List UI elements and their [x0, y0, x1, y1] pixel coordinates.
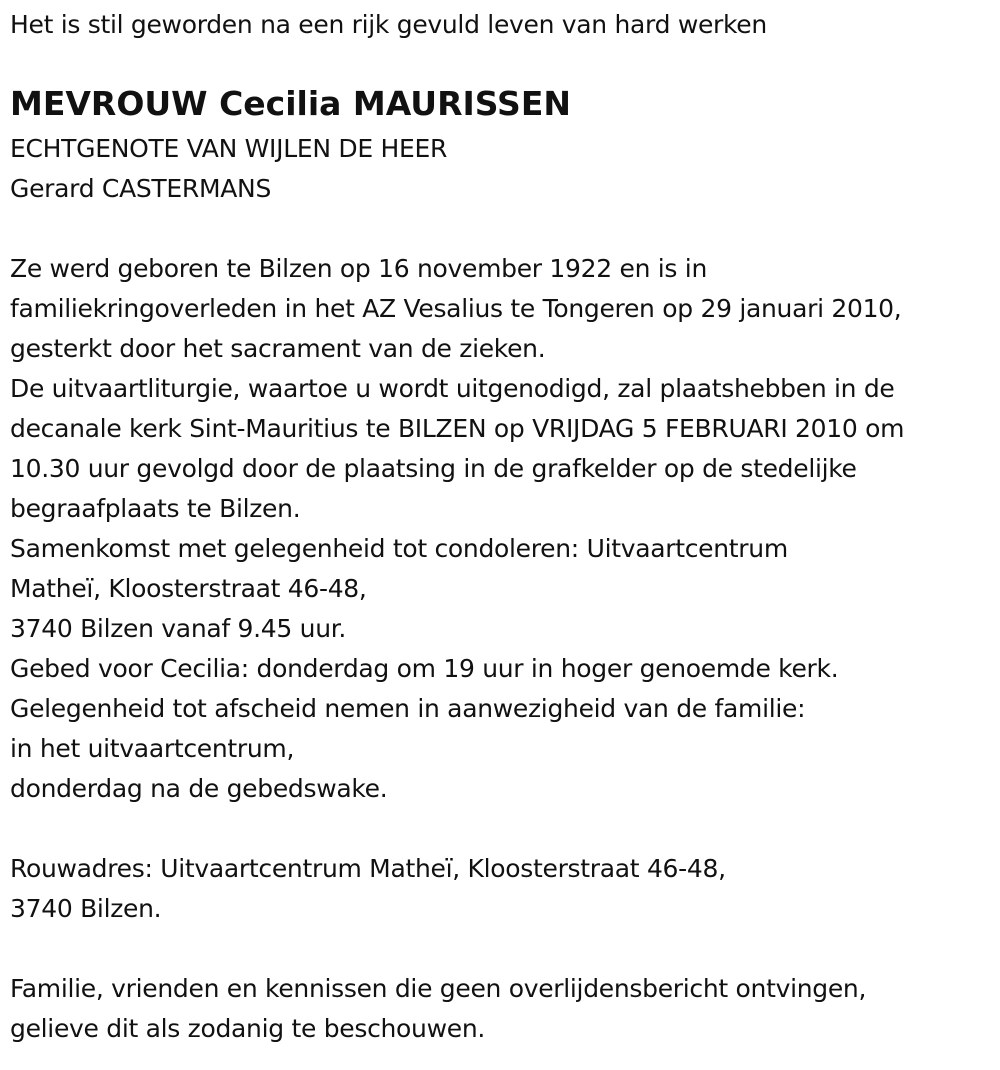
address-line: 3740 Bilzen.: [10, 894, 162, 923]
closing-line: gelieve dit als zodanig te beschouwen.: [10, 1014, 486, 1043]
body-line: Samenkomst met gelegenheid tot condoleren: Uitvaartcentrum: [10, 534, 788, 563]
body-line: in het uitvaartcentrum,: [10, 734, 295, 763]
deceased-name: MEVROUW Cecilia MAURISSEN: [10, 84, 571, 123]
body-line: gesterkt door het sacrament van de zieken.: [10, 334, 546, 363]
spacer: [10, 809, 990, 849]
spouse-line-2: Gerard CASTERMANS: [10, 174, 272, 203]
body-line: donderdag na de gebedswake.: [10, 774, 388, 803]
spacer: [10, 929, 990, 969]
body-line: 3740 Bilzen vanaf 9.45 uur.: [10, 614, 347, 643]
body-line: Gebed voor Cecilia: donderdag om 19 uur in hoger genoemde kerk.: [10, 654, 839, 683]
body-line: familiekringoverleden in het AZ Vesalius te Tongeren op 29 januari 2010,: [10, 294, 902, 323]
body-line: Matheï, Kloosterstraat 46-48,: [10, 574, 367, 603]
body-line: Ze werd geboren te Bilzen op 16 november 1922 en is in: [10, 254, 707, 283]
body-line: Gelegenheid tot afscheid nemen in aanwezigheid van de familie:: [10, 694, 806, 723]
spouse-line-1: ECHTGENOTE VAN WIJLEN DE HEER: [10, 134, 448, 163]
intro-line: Het is stil geworden na een rijk gevuld leven van hard werken: [10, 10, 767, 39]
address-line: Rouwadres: Uitvaartcentrum Matheï, Kloosterstraat 46-48,: [10, 854, 726, 883]
body-line: 10.30 uur gevolgd door de plaatsing in de grafkelder op de stedelijke: [10, 454, 857, 483]
body-line: decanale kerk Sint-Mauritius te BILZEN op VRIJDAG 5 FEBRUARI 2010 om: [10, 414, 905, 443]
body-line: De uitvaartliturgie, waartoe u wordt uitgenodigd, zal plaatshebben in de: [10, 374, 895, 403]
body-line: begraafplaats te Bilzen.: [10, 494, 301, 523]
spacer: [10, 209, 990, 249]
obituary-notice: [10, 0, 990, 1049]
closing-line: Familie, vrienden en kennissen die geen overlijdensbericht ontvingen,: [10, 974, 867, 1003]
